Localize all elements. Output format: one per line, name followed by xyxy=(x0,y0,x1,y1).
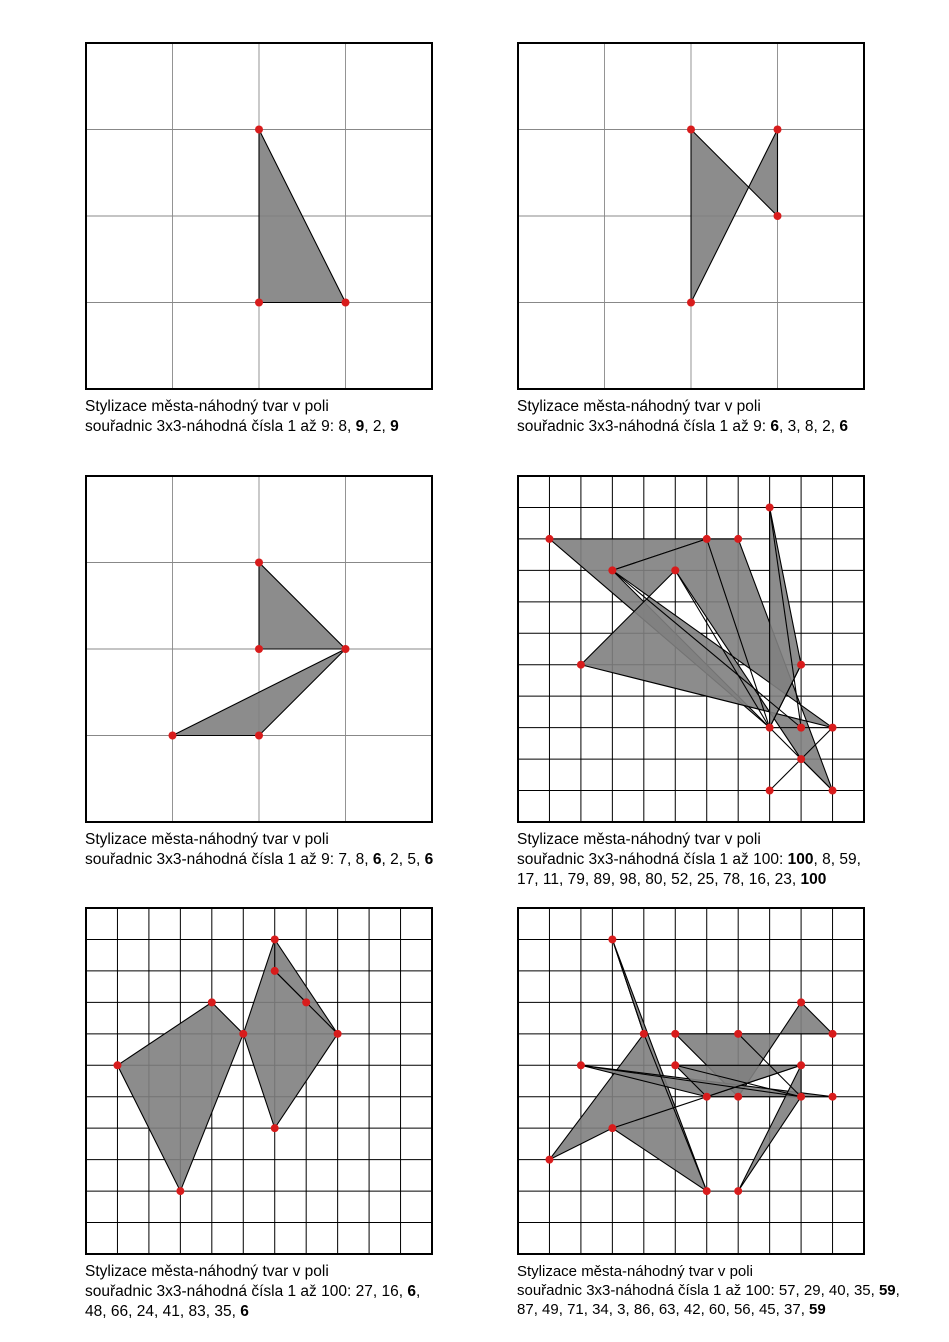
number-value: 89 xyxy=(593,871,611,888)
vertex-point xyxy=(342,299,350,307)
number-value: 24 xyxy=(136,1303,154,1320)
number-value: 78 xyxy=(722,871,741,888)
diagram-panel-5 xyxy=(85,907,525,1322)
number-value: 29 xyxy=(803,1282,821,1299)
number-value: 8 xyxy=(338,418,347,435)
vertex-point xyxy=(608,935,616,943)
vertex-point xyxy=(734,1030,742,1038)
vertex-point xyxy=(671,1030,679,1038)
vertex-point xyxy=(271,967,279,975)
number-value: 35 xyxy=(853,1282,871,1299)
number-value: 2 xyxy=(372,418,382,435)
vertex-point xyxy=(797,1061,805,1069)
diagram-panel-4 xyxy=(517,475,949,890)
grid-diagram xyxy=(517,475,865,823)
number-value: 59 xyxy=(839,851,857,868)
number-value: 59 xyxy=(878,1282,896,1299)
number-value: 100 xyxy=(787,851,814,868)
vertex-point xyxy=(829,1093,837,1101)
vertex-point xyxy=(774,212,782,220)
number-list: 6, 3, 8, 2, 6 xyxy=(770,418,848,435)
caption-line-2 xyxy=(85,850,445,870)
number-value: 42 xyxy=(683,1301,701,1318)
number-value: 71 xyxy=(567,1301,584,1318)
vertex-point xyxy=(671,1061,679,1069)
number-value: 9 xyxy=(355,418,365,435)
number-value: 60 xyxy=(708,1301,726,1318)
number-list: 100, 8, 59, 17, 11, 79, 89, 98, 80, 52, 25, 78, 16, 23, 100 xyxy=(517,851,861,888)
number-value: 56 xyxy=(733,1301,751,1318)
vertex-point xyxy=(113,1061,121,1069)
number-value: 7 xyxy=(338,851,347,868)
vertex-point xyxy=(342,645,350,653)
vertex-point xyxy=(208,998,216,1006)
number-value: 9 xyxy=(390,418,399,435)
caption-line-2 xyxy=(517,850,877,890)
number-value: 83 xyxy=(188,1303,206,1320)
number-value: 8 xyxy=(355,851,365,868)
number-list: 7, 8, 6, 2, 5, 6 xyxy=(338,851,434,868)
vertex-point xyxy=(687,126,695,134)
vertex-point xyxy=(169,732,177,740)
number-value: 8 xyxy=(822,851,831,868)
number-list: 27, 16, 6, 48, 66, 24, 41, 83, 35, 6 xyxy=(85,1283,421,1320)
vertex-point xyxy=(797,724,805,732)
number-value: 59 xyxy=(809,1301,826,1318)
caption-prefix: souřadnic 3x3-náhodná čísla 1 až 100: xyxy=(85,1283,356,1300)
number-value: 49 xyxy=(542,1301,559,1318)
caption-prefix: souřadnic 3x3-náhodná čísla 1 až 100: xyxy=(517,1282,779,1299)
vertex-point xyxy=(797,661,805,669)
vertex-point xyxy=(797,755,805,763)
caption xyxy=(517,1262,912,1319)
caption-line-1: Stylizace města-náhodný tvar v poli xyxy=(85,398,329,415)
number-list: 57, 29, 40, 35, 59, 87, 49, 71, 34, 3, 86, 63, 42, 60, 56, 45, 37, 59 xyxy=(517,1282,900,1318)
number-value: 11 xyxy=(542,871,559,888)
vertex-point xyxy=(734,535,742,543)
diagram-panel-1 xyxy=(85,42,525,437)
number-value: 57 xyxy=(778,1282,796,1299)
caption-line-1: Stylizace města-náhodný tvar v poli xyxy=(85,1263,329,1280)
vertex-point xyxy=(766,724,774,732)
grid-diagram xyxy=(85,907,433,1255)
vertex-point xyxy=(734,1187,742,1195)
vertex-point xyxy=(703,1093,711,1101)
vertex-point xyxy=(577,661,585,669)
number-list: 8, 9, 2, 9 xyxy=(338,418,399,435)
number-value: 66 xyxy=(110,1303,129,1320)
vertex-point xyxy=(829,1030,837,1038)
vertex-point xyxy=(255,732,263,740)
number-value: 80 xyxy=(645,871,663,888)
number-value: 27 xyxy=(355,1283,373,1300)
caption xyxy=(517,830,877,890)
number-value: 16 xyxy=(381,1283,399,1300)
vertex-point xyxy=(545,1156,553,1164)
vertex-point xyxy=(545,535,553,543)
number-value: 6 xyxy=(407,1283,416,1300)
grid-diagram xyxy=(517,907,865,1255)
caption-line-1: Stylizace města-náhodný tvar v poli xyxy=(85,831,329,848)
number-value: 98 xyxy=(619,871,637,888)
number-value: 6 xyxy=(240,1303,249,1320)
vertex-point xyxy=(255,299,263,307)
caption-prefix: souřadnic 3x3-náhodná čísla 1 až 9: xyxy=(85,851,339,868)
number-value: 2 xyxy=(822,418,831,435)
number-value: 100 xyxy=(800,871,827,888)
vertex-point xyxy=(774,126,782,134)
vertex-point xyxy=(608,566,616,574)
caption-line-1: Stylizace města-náhodný tvar v poli xyxy=(517,398,761,415)
vertex-point xyxy=(577,1061,585,1069)
caption-line-2 xyxy=(517,417,877,437)
diagram-panel-6 xyxy=(517,907,949,1319)
caption xyxy=(85,830,445,870)
number-value: 35 xyxy=(214,1303,232,1320)
number-value: 45 xyxy=(758,1301,776,1318)
vertex-point xyxy=(640,1030,648,1038)
number-value: 41 xyxy=(162,1303,180,1320)
vertex-point xyxy=(766,787,774,795)
number-value: 5 xyxy=(407,851,416,868)
number-value: 2 xyxy=(390,851,399,868)
vertex-point xyxy=(766,503,774,511)
vertex-point xyxy=(271,935,279,943)
vertex-point xyxy=(797,1093,805,1101)
vertex-point xyxy=(703,535,711,543)
caption-prefix: souřadnic 3x3-náhodná čísla 1 až 9: xyxy=(517,418,771,435)
vertex-point xyxy=(608,1124,616,1132)
vertex-point xyxy=(334,1030,342,1038)
caption-line-2 xyxy=(85,1282,445,1322)
caption-line-1: Stylizace města-náhodný tvar v poli xyxy=(517,1263,753,1280)
diagram-panel-2 xyxy=(517,42,949,437)
vertex-point xyxy=(829,787,837,795)
number-value: 63 xyxy=(658,1301,676,1318)
number-value: 6 xyxy=(839,418,848,435)
caption-line-2 xyxy=(85,417,445,437)
caption xyxy=(85,397,445,437)
caption-line-1: Stylizace města-náhodný tvar v poli xyxy=(517,831,761,848)
vertex-point xyxy=(687,299,695,307)
vertex-point xyxy=(671,566,679,574)
vertex-point xyxy=(734,1093,742,1101)
number-value: 25 xyxy=(696,871,715,888)
number-value: 34 xyxy=(592,1301,609,1318)
number-value: 8 xyxy=(804,418,814,435)
number-value: 16 xyxy=(748,871,766,888)
number-value: 6 xyxy=(770,418,779,435)
diagram-panel-3 xyxy=(85,475,525,870)
vertex-point xyxy=(302,998,310,1006)
number-value: 87 xyxy=(517,1301,534,1318)
vertex-point xyxy=(255,559,263,567)
vertex-point xyxy=(255,645,263,653)
caption-line-2 xyxy=(517,1281,912,1319)
number-value: 6 xyxy=(424,851,434,868)
number-value: 23 xyxy=(774,871,792,888)
vertex-point xyxy=(797,998,805,1006)
number-value: 37 xyxy=(784,1301,801,1318)
vertex-point xyxy=(239,1030,247,1038)
number-value: 3 xyxy=(787,418,797,435)
caption-prefix: souřadnic 3x3-náhodná čísla 1 až 9: xyxy=(85,418,339,435)
number-value: 6 xyxy=(372,851,382,868)
number-value: 48 xyxy=(85,1303,103,1320)
connector-line xyxy=(612,939,643,1033)
shape-polygon xyxy=(117,939,337,1191)
grid-diagram xyxy=(517,42,865,390)
number-value: 86 xyxy=(633,1301,651,1318)
vertex-point xyxy=(176,1187,184,1195)
shape-polygon xyxy=(259,563,346,650)
grid-diagram xyxy=(85,42,433,390)
caption xyxy=(85,1262,445,1322)
number-value: 17 xyxy=(517,871,535,888)
grid-diagram xyxy=(85,475,433,823)
caption xyxy=(517,397,877,437)
vertex-point xyxy=(703,1187,711,1195)
vertex-point xyxy=(829,724,837,732)
number-value: 40 xyxy=(828,1282,846,1299)
number-value: 79 xyxy=(567,871,585,888)
vertex-point xyxy=(255,126,263,134)
caption-prefix: souřadnic 3x3-náhodná čísla 1 až 100: xyxy=(517,851,788,868)
number-value: 52 xyxy=(671,871,689,888)
vertex-point xyxy=(271,1124,279,1132)
number-value: 3 xyxy=(617,1301,626,1318)
